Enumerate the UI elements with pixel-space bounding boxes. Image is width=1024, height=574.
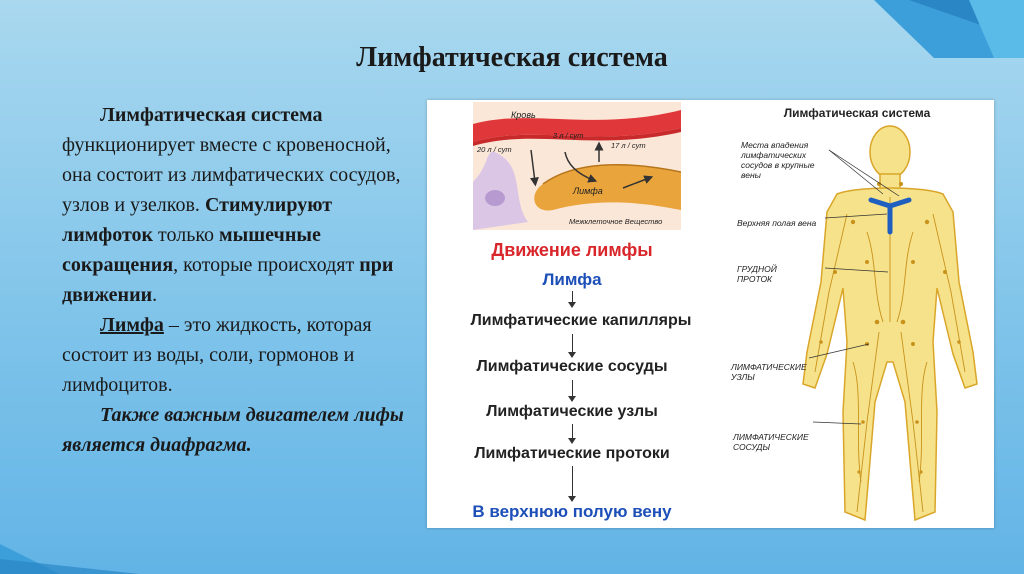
bold-underlined-term: Лимфа [100, 314, 164, 336]
paragraph-3 [62, 400, 422, 460]
flow-connector [572, 466, 573, 496]
corner-decoration-bottom [0, 534, 140, 574]
rate-mid-label: 3 л / сут [553, 131, 584, 140]
flow-step-ducts: Лимфатические протоки [474, 445, 670, 462]
flow-step-vessels: Лимфатические сосуды [476, 358, 668, 375]
rate-left-label: 20 л / сут [477, 145, 512, 154]
paragraph-2 [62, 310, 422, 400]
flow-connector [572, 334, 573, 352]
label-lymph-nodes: ЛИМФАТИЧЕСКИЕ УЗЛЫ [731, 362, 807, 382]
lymph-label: Лимфа [573, 186, 603, 196]
flow-connector [572, 380, 573, 396]
flow-connector [572, 291, 573, 302]
text-block [62, 100, 422, 460]
label-thoracic-duct: ГРУДНОЙ ПРОТОК [737, 264, 777, 284]
rate-right-label: 17 л / сут [611, 141, 646, 150]
flow-step-capillaries: Лимфатические капилляры [470, 312, 692, 329]
flow-arrow [568, 302, 576, 308]
label-vein-junctions: Места впадения лимфатических сосудов в крупные вены [741, 140, 815, 180]
text-run: – это жидкость, которая состоит из воды, соли, гормонов и лимфоцитов. [62, 314, 372, 396]
lymph-flow-chart [427, 100, 727, 528]
paragraph-1 [62, 100, 422, 310]
flow-title: Движение лимфы [491, 240, 653, 260]
text-run: , которые происходят [173, 254, 360, 276]
text-run: функционирует вместе с кровеносной, она состоит из лимфатических сосудов, узлов и узелков. [62, 134, 401, 216]
bold-term: при движении [62, 254, 394, 306]
human-body-illustration [787, 122, 994, 526]
lymphatic-figure [427, 100, 994, 528]
bold-term: мышечные сокращения [62, 224, 321, 276]
bold-term: Стимулируют лимфоток [62, 194, 333, 246]
label-lymph-vessels: ЛИМФАТИЧЕСКИЕ СОСУДЫ [733, 432, 809, 452]
text-run: . [152, 284, 158, 306]
bold-term: Лимфатическая система [100, 104, 323, 126]
interstitial-label: Межклеточное Вещество [569, 217, 663, 226]
flow-step-vena-cava: В верхнюю полую вену [472, 502, 672, 521]
flow-step-lymph: Лимфа [542, 270, 602, 289]
italic-emphasis: Также важным двигателем лифы является диафрагма. [62, 404, 404, 456]
blood-label: Кровь [511, 110, 536, 120]
flow-step-nodes: Лимфатические узлы [486, 403, 658, 420]
flow-arrow [568, 438, 576, 444]
flow-arrow [568, 396, 576, 402]
slide-title: Лимфатическая система [356, 42, 668, 73]
label-vena-cava: Верхняя полая вена [737, 218, 817, 228]
body-title: Лимфатическая система [783, 106, 931, 120]
text-run: только [153, 224, 220, 246]
flow-connector [572, 424, 573, 438]
